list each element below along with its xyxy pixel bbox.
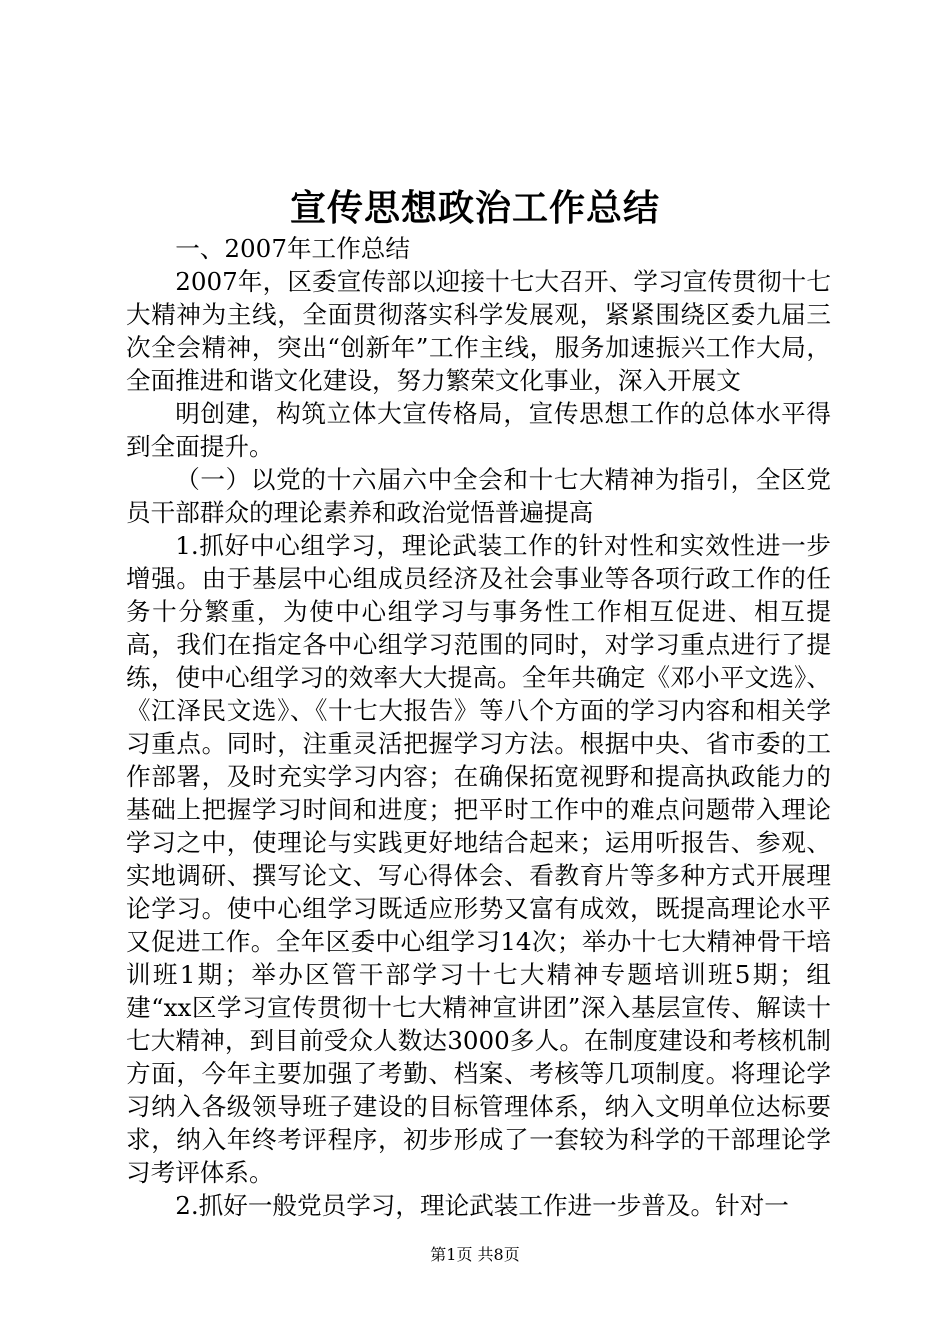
- paragraph-item-2: 2.抓好一般党员学习，理论武装工作进一步普及。针对一: [175, 1191, 789, 1220]
- subsection-heading: （一）以党的十六届六中全会和十七大精神为指引，全区党员干部群众的理论素养和政治觉悟普遍提高: [126, 465, 831, 527]
- paragraph-intro-continued: 明创建，构筑立体大宣传格局，宣传思想工作的总体水平得到全面提升。: [126, 399, 831, 461]
- page-footer: 第1页 共8页: [430, 1245, 520, 1264]
- paragraph-item-1: 1.抓好中心组学习，理论武装工作的针对性和实效性进一步增强。由于基层中心组成员经济及社会事业等各项行政工作的任务十分繁重，为使中心组学习与事务性工作相互促进、相互提高，我们在指定各中心组学习范围的同时，对学习重点进行了提练，使中心组学习的效率大大提高。全年共确定《邓小平文选》、《江泽民文选》、《十七大报告》等八个方面的学习内容和相关学习重点。同时，注重灵活把握学习方法。根据中央、省市委的工作部署，及时充实学习内容；在确保拓宽视野和提高执政能力的基础上把握学习时间和进度；把平时工作中的难点问题带入理论学习之中，使理论与实践更好地结合起来；运用听报告、参观、实地调研、撰写论文、写心得体会、看教育片等多种方式开展理论学习。使中心组学习既适应形势又富有成效，既提高理论水平又促进工作。全年区委中心组学习14次；举办十七大精神骨干培训班1期；举办区管干部学习十七大精神专题培训班5期；组建“xx区学习宣传贯彻十七大精神宣讲团”深入基层宣传、解读十七大精神，到目前受众人数达3000多人。在制度建设和考核机制方面，今年主要加强了考勤、档案、考核等几项制度。将理论学习纳入各级领导班子建设的目标管理体系，纳入文明单位达标要求，纳入年终考评程序，初步形成了一套较为科学的干部理论学习考评体系。: [126, 531, 831, 1187]
- document-title: 宣传思想政治工作总结: [289, 187, 660, 229]
- paragraph-intro: 2007年，区委宣传部以迎接十七大召开、学习宣传贯彻十七大精神为主线，全面贯彻落实科学发展观，紧紧围绕区委九届三次全会精神，突出“创新年”工作主线，服务加速振兴工作大局，全面推进和谐文化建设，努力繁荣文化事业，深入开展文: [126, 267, 831, 395]
- section-heading: 一、2007年工作总结: [175, 234, 410, 263]
- document-body: [126, 232, 831, 1222]
